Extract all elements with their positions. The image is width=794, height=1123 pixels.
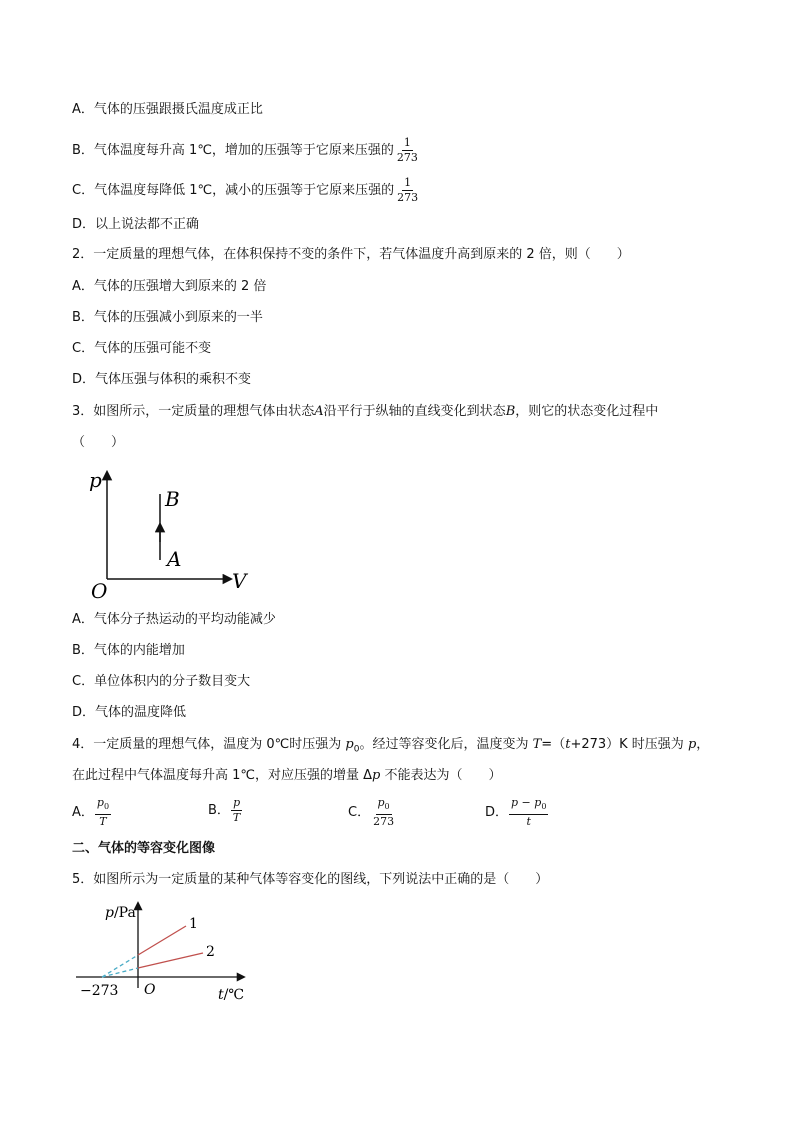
q4-option-c-fraction [371,797,396,828]
q1-option-b [72,137,420,164]
v-axis-label: V [232,569,247,593]
q4-stem-part: 4．一定质量的理想气体，温度为 0℃时压强为 [72,737,346,752]
q4-option-c [348,797,396,828]
q3-option-b: B．气体的内能增加 [72,643,185,658]
q4-var-p: p [687,737,697,752]
q2-option-d: D．气体压强与体积的乘积不变 [72,372,252,387]
q1-option-c [72,177,420,204]
q2-option-a: A．气体的压强增大到原来的 2 倍 [72,279,267,294]
fraction-numerator: $p_0$ [376,797,392,815]
fraction-numerator: 1 [403,136,411,149]
t-axis-label: t/℃ [218,987,245,1003]
line-2-label: 2 [206,944,215,960]
fraction-numerator: 1 [404,176,412,189]
q3-stem-part: ，则它的状态变化过程中 [515,404,659,419]
q4-stem-line2 [72,767,502,785]
q3-option-c: C．单位体积内的分子数目变大 [72,674,251,689]
option-letter: D． [485,805,509,821]
line-2-extrapolation [102,968,138,977]
q4-option-a [72,797,111,828]
q4-option-d [485,797,548,828]
fraction-numerator: p [233,796,241,809]
q1-option-c-fraction [395,177,420,204]
q3-stem-state-a: A [314,404,324,419]
q1-option-c-text: C．气体温度每降低 1℃，减小的压强等于它原来压强的 [72,183,395,198]
state-a-label: A [167,547,182,571]
q4-var-delta-p: p [372,768,381,783]
q5-stem: 5．如图所示为一定质量的某种气体等容变化的图线，下列说法中正确的是（ ） [72,872,549,887]
q4-option-b [208,797,242,824]
option-letter: A． [72,805,94,821]
line-2 [138,953,203,968]
q4-stem-part: ， [696,737,710,752]
p-axis-label: p [89,468,102,492]
q3-option-d: D．气体的温度降低 [72,705,187,720]
q4-stem-part: +273）K 时压强为 [570,737,688,752]
q3-stem [72,403,658,421]
q3-pv-diagram [85,462,255,602]
q4-stem-line1 [72,736,709,759]
q3-stem-part: 3．如图所示，一定质量的理想气体由状态 [72,404,315,419]
fraction-denominator: 273 [373,815,395,829]
fraction-denominator: T [99,815,107,829]
fraction-denominator: 273 [396,151,418,164]
state-b-label: B [165,487,180,511]
intercept-label: −273 [80,983,119,999]
q4-option-d-fraction [509,797,548,828]
q4-var-t: t [565,737,571,752]
q4-option-b-fraction [231,797,242,824]
line-1-label: 1 [189,916,198,932]
q3-stem-paren: （ ） [72,435,125,450]
p-axis-label: p/Pa [105,905,136,921]
line-1-extrapolation [102,955,138,977]
origin-label: O [144,982,156,998]
q5-pt-diagram [72,895,262,1005]
q4-option-a-fraction [95,797,111,828]
fraction-denominator: 273 [397,191,419,204]
q4-stem-part: 。经过等容变化后，温度变为 [359,737,533,752]
q4-var-p0-subscript: 0 [353,744,360,755]
fraction-numerator: $p_0$ [95,797,111,815]
fraction-numerator: $p - p_0$ [509,797,548,815]
option-letter: B． [208,803,230,818]
q1-option-d: D．以上说法都不正确 [72,217,200,232]
fraction-denominator: t [526,815,531,829]
origin-label: O [91,579,108,602]
q4-stem-part: 在此过程中气体温度每升高 1℃，对应压强的增量 Δ [72,768,373,783]
q1-option-b-fraction [395,137,420,164]
q1-option-b-text: B．气体温度每升高 1℃，增加的压强等于它原来压强的 [72,143,394,158]
q3-stem-part: 沿平行于纵轴的直线变化到状态 [323,404,506,419]
q4-stem-part: 不能表达为（ ） [380,768,502,783]
q2-option-b: B．气体的压强减小到原来的一半 [72,310,263,325]
q4-var-T: T [532,737,542,752]
q4-stem-part: =（ [541,737,566,752]
q1-option-a: A．气体的压强跟摄氏温度成正比 [72,102,263,117]
q3-stem-state-b: B [505,404,516,419]
q4-var-p0: p [345,737,354,752]
option-letter: C． [348,805,371,821]
section-2-heading: 二、气体的等容变化图像 [72,841,216,856]
q2-stem: 2．一定质量的理想气体，在体积保持不变的条件下，若气体温度升高到原来的 2 倍，则（ ） [72,247,630,262]
q3-option-a: A．气体分子热运动的平均动能减少 [72,612,276,627]
fraction-denominator: T [232,811,241,824]
q2-option-c: C．气体的压强可能不变 [72,341,212,356]
line-1 [138,926,186,955]
